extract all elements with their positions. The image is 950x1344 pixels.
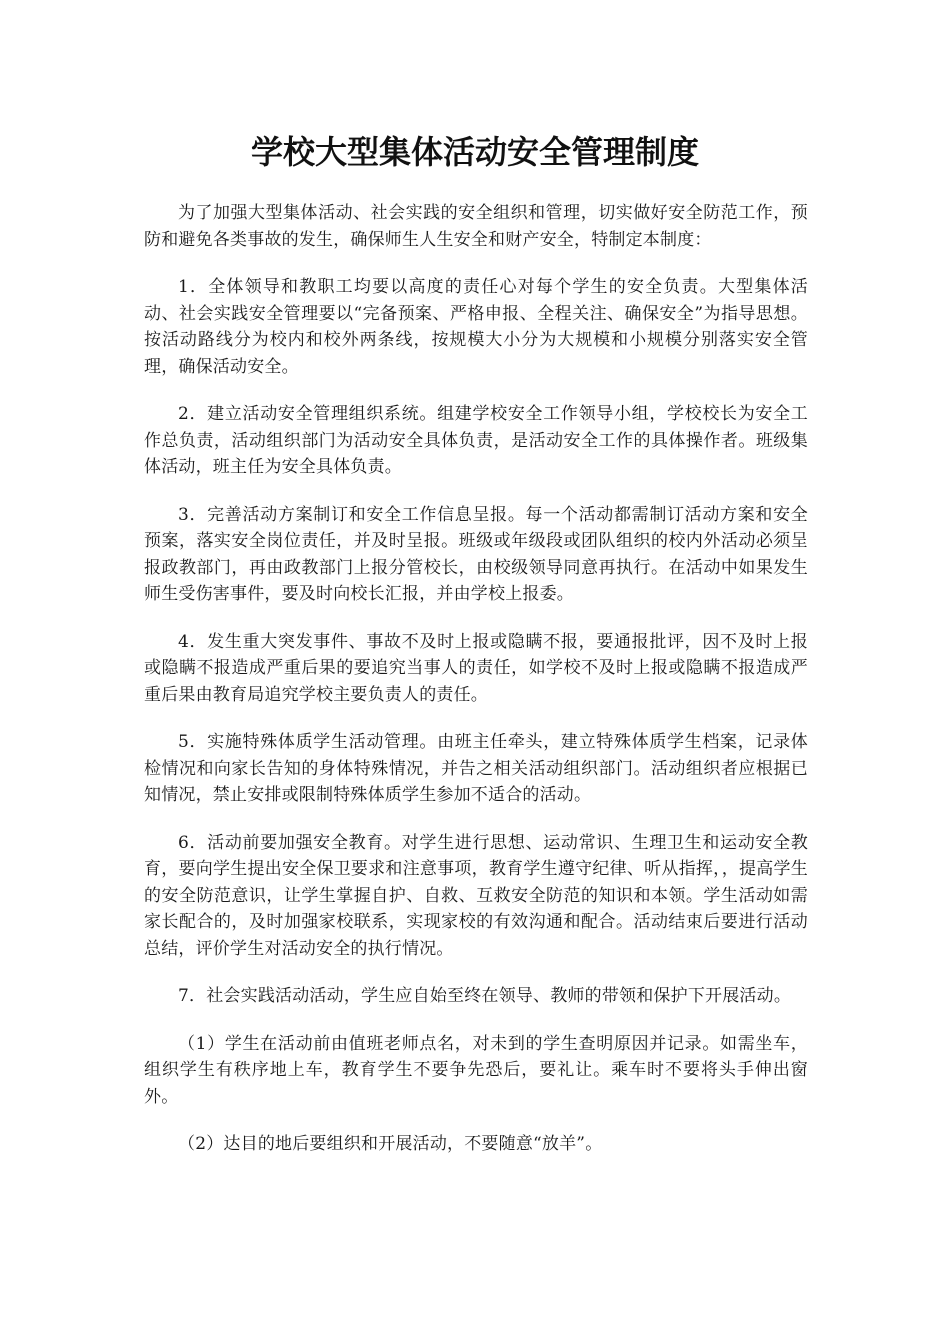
intro-paragraph: 为了加强大型集体活动、社会实践的安全组织和管理，切实做好安全防范工作，预防和避免各类事故的发生，确保师生人生安全和财产安全，特制定本制度： <box>144 203 808 250</box>
document-title: 学校大型集体活动安全管理制度 <box>250 133 699 171</box>
clause-5-paragraph: 5．实施特殊体质学生活动管理。由班主任牵头，建立特殊体质学生档案，记录体检情况和向家长告知的身体特殊情况，并告之相关活动组织部门。活动组织者应根据已知情况，禁止安排或限制特殊体质学生参加不适合的活动。 <box>144 732 808 805</box>
clause-2-paragraph: 2．建立活动安全管理组织系统。组建学校安全工作领导小组，学校校长为安全工作总负责，活动组织部门为活动安全具体负责，是活动安全工作的具体操作者。班级集体活动，班主任为安全具体负责。 <box>144 404 808 477</box>
clause-7-paragraph: 7．社会实践活动活动，学生应自始至终在领导、教师的带领和保护下开展活动。 <box>178 986 792 1006</box>
sub-clause-2-paragraph: （2）达目的地后要组织和开展活动，不要随意“放羊”。 <box>178 1134 603 1154</box>
clause-3-paragraph: 3．完善活动方案制订和安全工作信息呈报。每一个活动都需制订活动方案和安全预案，落实安全岗位责任，并及时呈报。班级或年级段或团队组织的校内外活动必须呈报政教部门，再由政教部门上报分管校长，由校级领导同意再执行。在活动中如果发生师生受伤害事件，要及时向校长汇报，并由学校上报委。 <box>144 504 808 604</box>
clause-6-paragraph: 6．活动前要加强安全教育。对学生进行思想、运动常识、生理卫生和运动安全教育，要向学生提出安全保卫要求和注意事项，教育学生遵守纪律、听从指挥，，提高学生的安全防范意识，让学生掌握自护、自救、互救安全防范的知识和本领。学生活动如需家长配合的，及时加强家校联系，实现家校的有效沟通和配合。活动结束后要进行活动总结，评价学生对活动安全的执行情况。 <box>144 832 808 959</box>
clause-1-paragraph: 1．全体领导和教职工均要以高度的责任心对每个学生的安全负责。大型集体活动、社会实践安全管理要以“完备预案、严格申报、全程关注、确保安全”为指导思想。按活动路线分为校内和校外两条线，按规模大小分为大规模和小规模分别落实安全管理，确保活动安全。 <box>144 277 808 377</box>
clause-4-paragraph: 4．发生重大突发事件、事故不及时上报或隐瞒不报，要通报批评，因不及时上报或隐瞒不报造成严重后果的要追究当事人的责任，如学校不及时上报或隐瞒不报造成严重后果由教育局追究学校主要负责人的责任。 <box>144 631 808 705</box>
sub-clause-1-paragraph: （1）学生在活动前由值班老师点名，对未到的学生查明原因并记录。如需坐车，组织学生有秩序地上车，教育学生不要争先恐后，要礼让。乘车时不要将头手伸出窗外。 <box>144 1033 808 1107</box>
document-body <box>144 200 808 1179</box>
